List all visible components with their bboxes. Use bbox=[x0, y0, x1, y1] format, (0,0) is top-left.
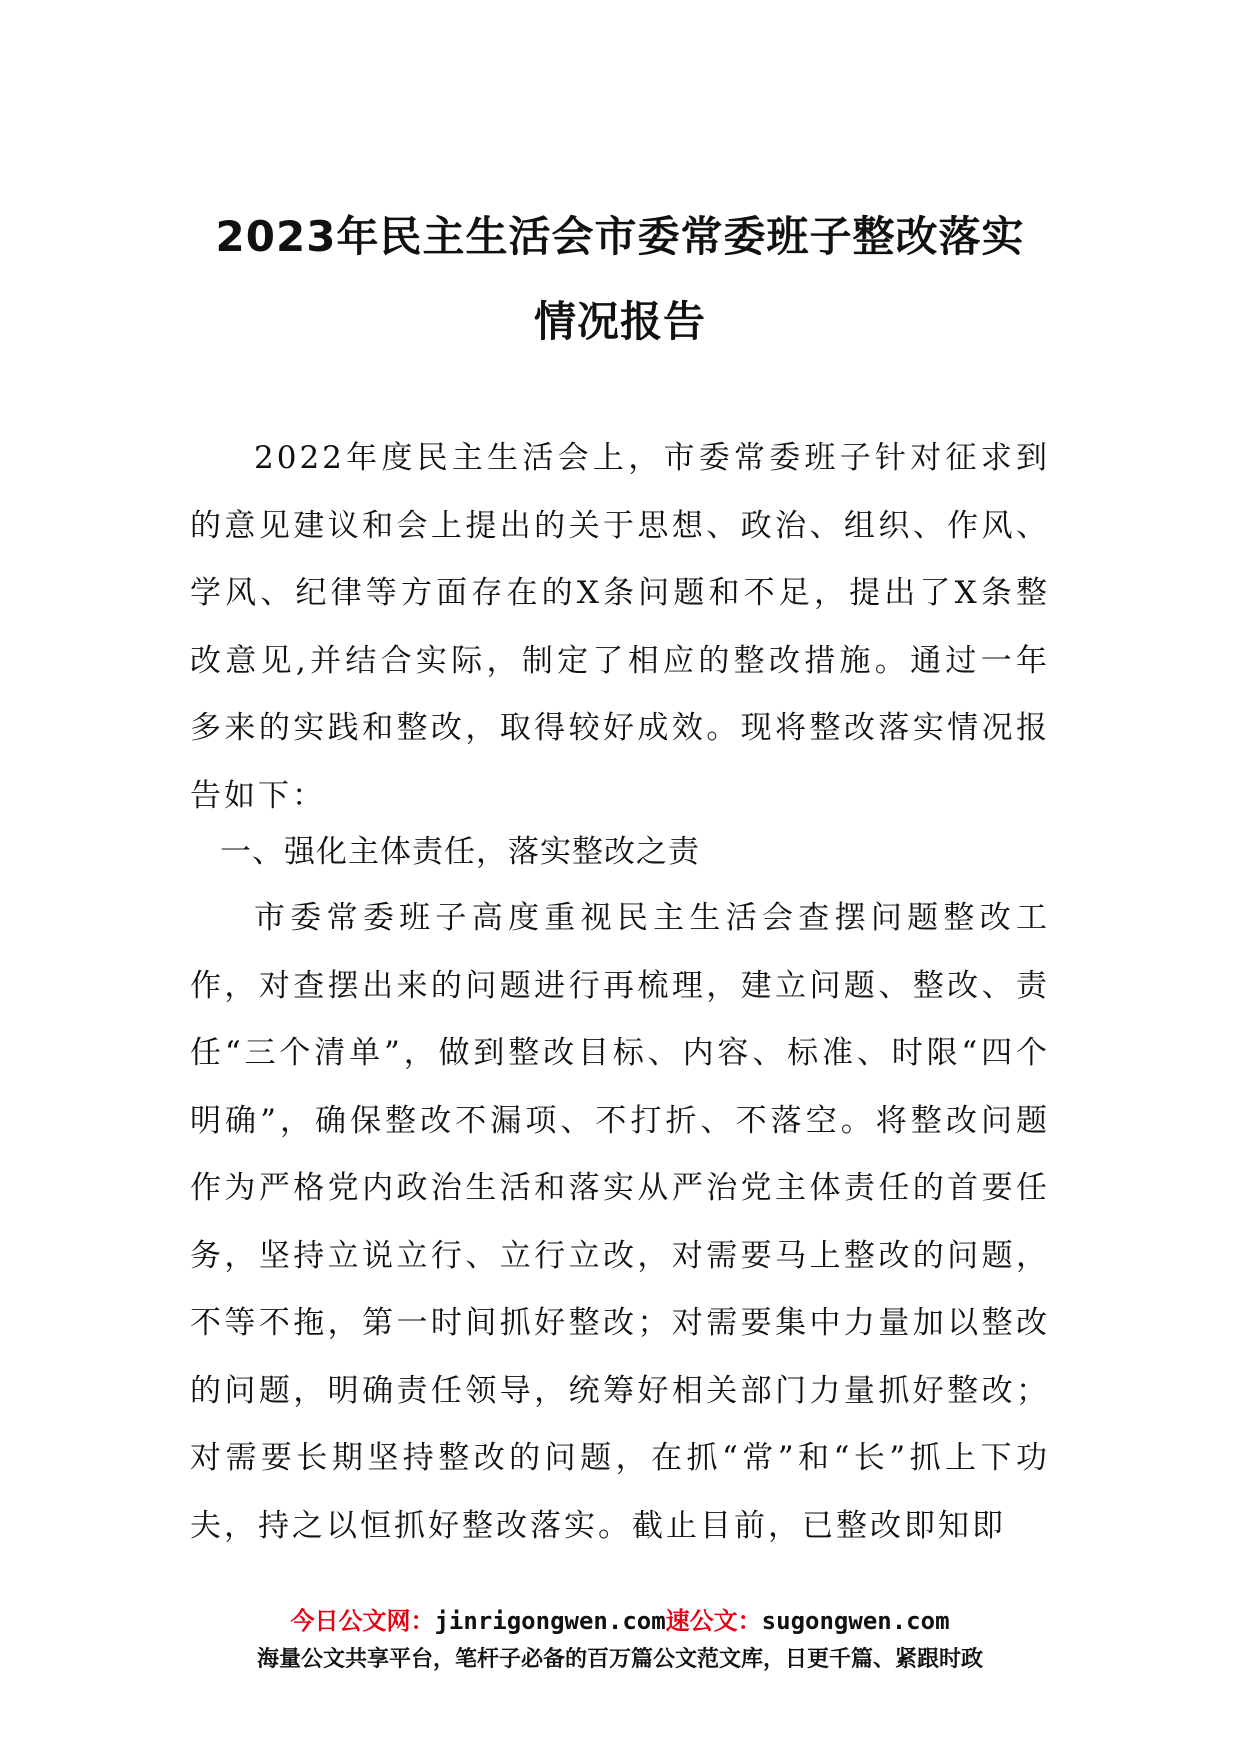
footer-site-1-name: 今日公文网： bbox=[290, 1607, 435, 1635]
document-title-line-1: 2023年民主生活会市委常委班子整改落实 bbox=[215, 212, 1025, 261]
section-1-paragraph: 市委常委班子高度重视民主生活会查摆问题整改工作，对查摆出来的问题进行再梳理，建立问题、整改、责任“三个清单”，做到整改目标、内容、标准、时限“四个明确”，确保整改不漏项、不打折、不落空。将整改问题作为严格党内政治生活和落实从严治党主体责任的首要任务，坚持立说立行、立行立改，对需要马上整改的问题，不等不拖，第一时间抓好整改；对需要集中力量加以整改的问题，明确责任领导，统筹好相关部门力量抓好整改；对需要长期坚持整改的问题，在抓“常”和“长”抓上下功夫，持之以恒抓好整改落实。截止目前，已整改即知即 bbox=[190, 900, 1050, 1544]
footer-slogan: 海量公文共享平台，笔杆子必备的百万篇公文范文库，日更千篇、紧跟时政 bbox=[256, 1647, 983, 1672]
intro-paragraph: 2022年度民主生活会上，市委常委班子针对征求到的意见建议和会上提出的关于思想、政治、组织、作风、学风、纪律等方面存在的X条问题和不足，提出了X条整改意见,并结合实际，制定了相应的整改措施。通过一年多来的实践和整改，取得较好成效。现将整改落实情况报告如下： bbox=[190, 440, 1050, 814]
footer-site-2-name: 速公文： bbox=[665, 1607, 762, 1635]
footer-site-2-url[interactable]: sugongwen.com bbox=[761, 1607, 950, 1635]
section-1-heading: 一、强化主体责任，落实整改之责 bbox=[220, 834, 700, 870]
footer-site-1-url[interactable]: jinrigongwen.com bbox=[434, 1607, 666, 1635]
document-title-line-2: 情况报告 bbox=[533, 297, 706, 346]
footer-links bbox=[100, 1603, 1140, 1639]
